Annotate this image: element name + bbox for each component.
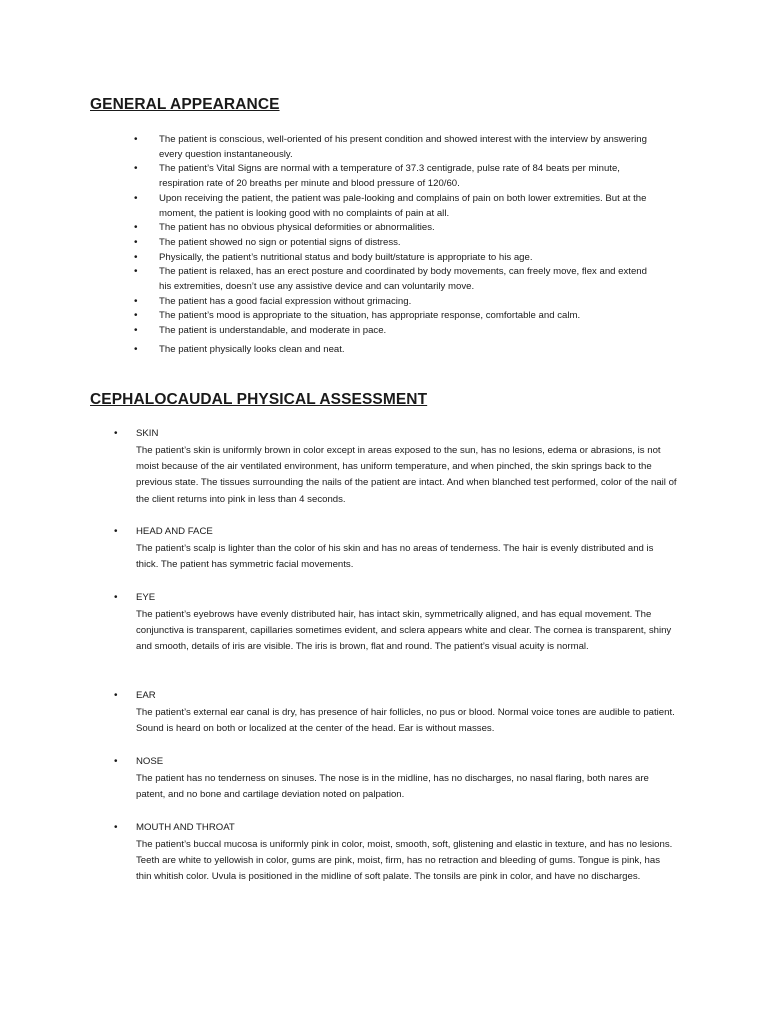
section-title: EAR bbox=[136, 690, 156, 701]
section-body: The patient’s buccal mucosa is uniformly pink in color, moist, smooth, soft, glistening and elastic in texture, and has no lesions. Teeth are white to yellowish in color, gums are pink, moist, firm, has no retraction and bleeding of gums. Tongue is pink, has thin whitish color. Uvula is positioned in the midline of soft palate. The tonsils are pink in color, and have no discharges. bbox=[136, 838, 673, 883]
general-appearance-heading: GENERAL APPEARANCE bbox=[90, 96, 280, 113]
section-title: NOSE bbox=[136, 756, 164, 767]
list-item: • The patient is relaxed, has an erect posture and coordinated by body movements, can freely move, flex and extend his extremities, doesn’t use any assistive device and can voluntarily move. bbox=[0, 265, 768, 294]
section-body: The patient’s eyebrows have evenly distributed hair, has intact skin, symmetrically aligned, and has equal movement. The conjunctiva is transparent, capillaries sometimes evident, and sclera appears white and clear. The cornea is transparent, shiny and smooth, details of iris are visible. The iris is brown, flat and round. The patient’s visual acuity is normal. bbox=[136, 608, 672, 653]
bullet-icon: • bbox=[114, 592, 118, 603]
section-title: SKIN bbox=[136, 428, 159, 439]
list-item: • The patient’s Vital Signs are normal with a temperature of 37.3 centigrade, pulse rate of 84 beats per minute, respiration rate of 20 breaths per minute and blood pressure of 120/60. bbox=[0, 162, 768, 191]
bullet-icon: • bbox=[114, 526, 118, 537]
section-title: EYE bbox=[136, 592, 156, 603]
bullet-icon: • bbox=[114, 756, 118, 767]
cephalocaudal-heading: CEPHALOCAUDAL PHYSICAL ASSESSMENT bbox=[90, 391, 428, 408]
list-item: • The patient is understandable, and moderate in pace. bbox=[0, 324, 768, 339]
list-item: • Upon receiving the patient, the patient was pale-looking and complains of pain on both lower extremities. But at the moment, the patient is looking good with no complaints of pain at all. bbox=[0, 192, 768, 221]
bullet-icon: • bbox=[114, 428, 118, 439]
list-item: • The patient is conscious, well-oriented of his present condition and showed interest with the interview by answering every question instantaneously. bbox=[0, 133, 768, 162]
list-item: • The patient has a good facial expression without grimacing. bbox=[0, 295, 768, 310]
section-body: The patient’s skin is uniformly brown in color except in areas exposed to the sun, has no lesions, edema or abrasions, is not moist because of the air ventilated environment, has uniform temperature, and when pinched, the skin springs back to the previous state. The tissues surrounding the nails of the patient are intact. And when blanched test performed, color of the nail of the client returns into pink in less than 4 seconds. bbox=[136, 444, 677, 505]
section-title: HEAD AND FACE bbox=[136, 526, 213, 537]
section-title: MOUTH AND THROAT bbox=[136, 822, 235, 833]
bullet-icon: • bbox=[114, 822, 118, 833]
list-item: • The patient has no obvious physical deformities or abnormalities. bbox=[0, 221, 768, 236]
general-appearance-list bbox=[0, 133, 768, 358]
list-item: • The patient physically looks clean and neat. bbox=[0, 343, 768, 358]
section-body: The patient’s scalp is lighter than the color of his skin and has no areas of tenderness. The hair is evenly distributed and is thick. The patient has symmetric facial movements. bbox=[136, 542, 654, 570]
section-body: The patient has no tenderness on sinuses. The nose is in the midline, has no discharges, no nasal flaring, both nares are patent, and no bone and cartilage deviation noted on palpation. bbox=[136, 772, 649, 800]
section-body: The patient’s external ear canal is dry, has presence of hair follicles, no pus or blood. Normal voice tones are audible to patient. Sound is heard on both or localized at the center of the head. Ear is without masses. bbox=[136, 706, 675, 734]
list-item: • The patient showed no sign or potential signs of distress. bbox=[0, 236, 768, 251]
list-item: • Physically, the patient’s nutritional status and body built/stature is appropriate to his age. bbox=[0, 251, 768, 266]
list-item: • The patient’s mood is appropriate to the situation, has appropriate response, comfortable and calm. bbox=[0, 309, 768, 324]
bullet-icon: • bbox=[114, 690, 118, 701]
